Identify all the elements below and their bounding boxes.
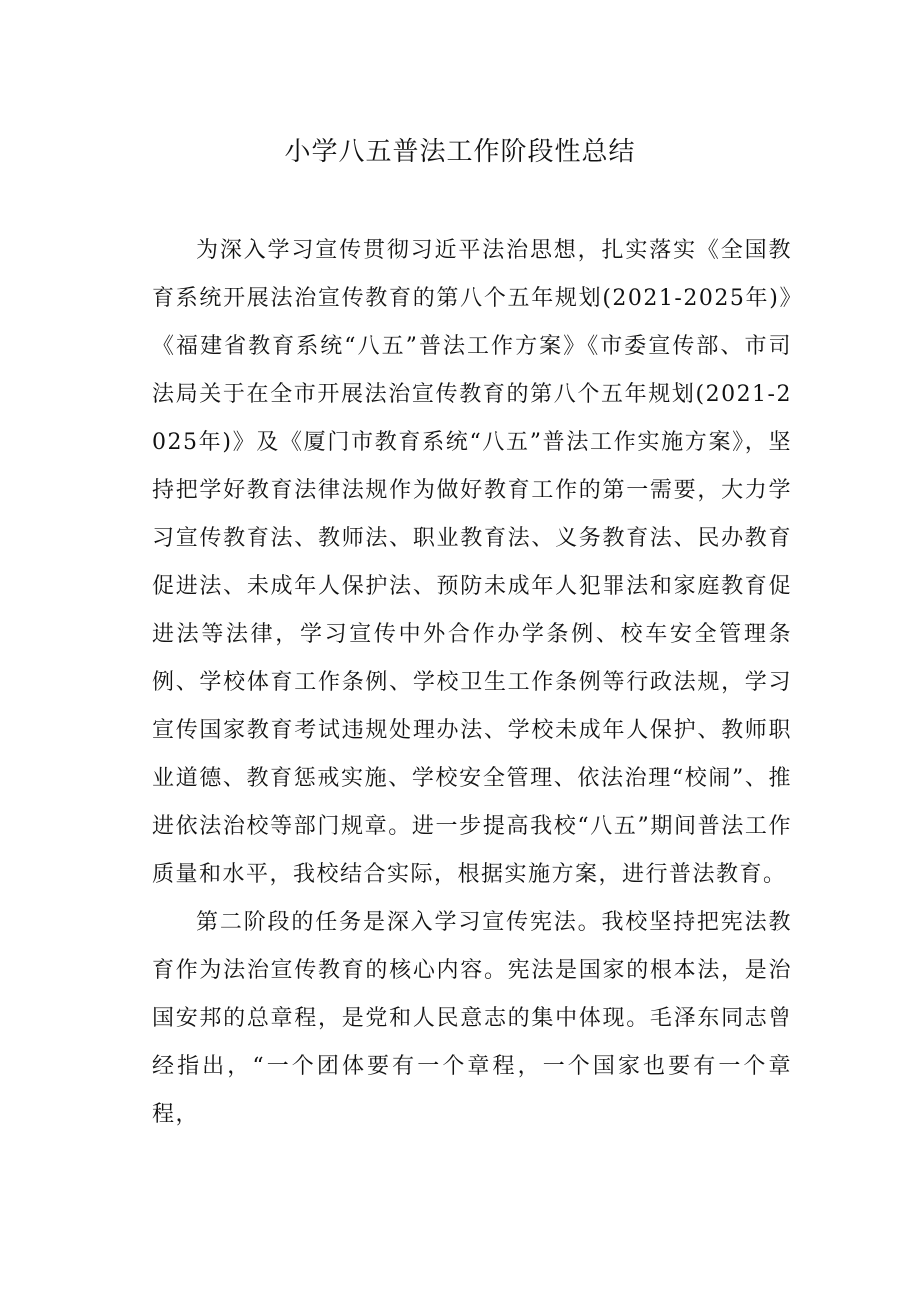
paragraph: 为深入学习宣传贯彻习近平法治思想，扎实落实《全国教育系统开展法治宣传教育的第八个五年规划(2021-2025年)》《福建省教育系统“八五”普法工作方案》《市委宣传部、市司法局关于在全市开展法治宣传教育的第八个五年规划(2021-2025年)》及《厦门市教育系统“八五”普法工作实施方案》，坚持把学好教育法律法规作为做好教育工作的第一需要，大力学习宣传教育法、教师法、职业教育法、义务教育法、民办教育促进法、未成年人保护法、预防未成年人犯罪法和家庭教育促进法等法律，学习宣传中外合作办学条例、校车安全管理条例、学校体育工作条例、学校卫生工作条例等行政法规，学习宣传国家教育考试违规处理办法、学校未成年人保护、教师职业道德、教育惩戒实施、学校安全管理、依法治理“校闹”、推进依法治校等部门规章。进一步提高我校“八五”期间普法工作质量和水平，我校结合实际，根据实施方案，进行普法教育。: [152, 238, 792, 887]
paragraph: 第二阶段的任务是深入学习宣传宪法。我校坚持把宪法教育作为法治宣传教育的核心内容。宪法是国家的根本法，是治国安邦的总章程，是党和人民意志的集中体现。毛泽东同志曾经指出，“一个团体要有一个章程，一个国家也要有一个章程，: [152, 910, 792, 1127]
document-title: 小学八五普法工作阶段性总结: [284, 137, 636, 167]
document-body: [152, 227, 792, 1139]
